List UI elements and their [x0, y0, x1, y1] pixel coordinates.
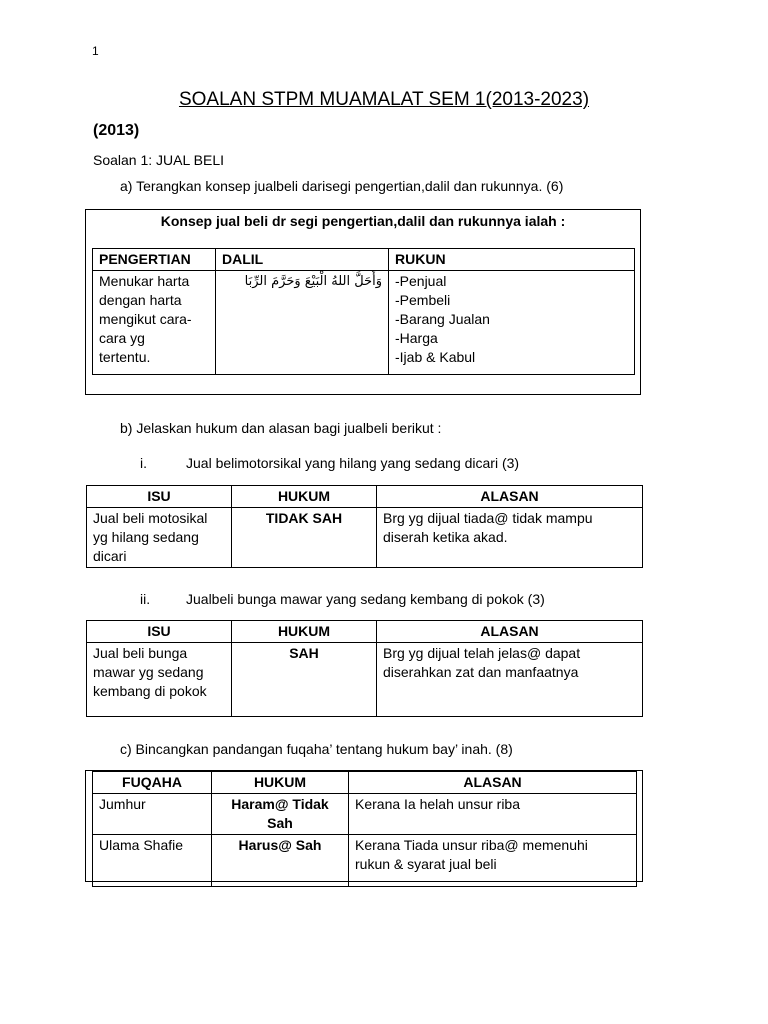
table-row [93, 794, 637, 835]
header-pengertian: PENGERTIAN [93, 249, 216, 271]
cell-alasan [349, 835, 637, 887]
question-b-ii: Jualbeli bunga mawar yang sedang kembang di pokok (3) [186, 591, 545, 607]
text-line: -Barang Jualan [395, 311, 490, 327]
cell-alasan: Kerana Ia helah unsur riba [349, 794, 637, 835]
header-alasan: ALASAN [349, 772, 637, 794]
cell-hukum: SAH [232, 643, 377, 717]
text-line: Menukar harta [99, 273, 190, 289]
question-b-i: Jual belimotorsikal yang hilang yang sedang dicari (3) [186, 455, 520, 471]
question-b-ii-number: ii. [140, 591, 151, 607]
header-dalil: DALIL [216, 249, 389, 271]
header-rukun: RUKUN [389, 249, 635, 271]
cell-rukun [389, 271, 635, 375]
text-line: Kerana Tiada unsur riba@ memenuhi [355, 837, 588, 853]
text-line: rukun & syarat jual beli [355, 856, 497, 872]
question-heading: Soalan 1: JUAL BELI [93, 152, 225, 168]
header-hukum: HUKUM [232, 621, 377, 643]
text-line: -Harga [395, 330, 438, 346]
question-a: a) Terangkan konsep jualbeli darisegi pengertian,dalil dan rukunnya. (6) [120, 178, 564, 194]
table-row [93, 835, 637, 887]
header-alasan: ALASAN [377, 486, 643, 508]
cell-alasan [377, 643, 643, 717]
cell-isu [87, 643, 232, 717]
page-number: 1 [92, 44, 99, 58]
text-line: Sah [267, 815, 293, 831]
question-c: c) Bincangkan pandangan fuqaha’ tentang hukum bay’ inah. (8) [120, 741, 513, 757]
text-line: dicari [93, 548, 127, 564]
cell-fuqaha: Jumhur [93, 794, 212, 835]
cell-hukum: TIDAK SAH [232, 508, 377, 568]
text-line: mengikut cara- [99, 311, 192, 327]
cell-alasan [377, 508, 643, 568]
text-line: -Ijab & Kabul [395, 349, 476, 365]
cell-hukum [212, 794, 349, 835]
table-b-ii [86, 620, 643, 717]
cell-hukum: Harus@ Sah [212, 835, 349, 887]
text-line: -Pembeli [395, 292, 451, 308]
header-hukum: HUKUM [212, 772, 349, 794]
cell-dalil: وَأَحَلَّ اللهُ الْبَيْعَ وَحَرَّمَ الرِّبَا [216, 271, 389, 375]
header-alasan: ALASAN [377, 621, 643, 643]
table-c [92, 771, 637, 887]
cell-isu [87, 508, 232, 568]
question-b-i-number: i. [140, 455, 147, 471]
table-c-frame [85, 770, 643, 882]
text-line: diserahkan zat dan manfaatnya [383, 664, 579, 680]
text-line: yg hilang sedang [93, 529, 199, 545]
table-a-frame [85, 209, 641, 395]
question-b: b) Jelaskan hukum dan alasan bagi jualbeli berikut : [120, 420, 442, 436]
text-line: Jual beli motosikal [93, 510, 208, 526]
table-a-title: Konsep jual beli dr segi pengertian,dalil dan rukunnya ialah : [160, 213, 566, 229]
table-a [92, 248, 635, 375]
year-heading: (2013) [93, 122, 140, 139]
text-line: dengan harta [99, 292, 182, 308]
text-line: tertentu. [99, 349, 151, 365]
header-fuqaha: FUQAHA [93, 772, 212, 794]
text-line: Brg yg dijual telah jelas@ dapat [383, 645, 581, 661]
page-title: SOALAN STPM MUAMALAT SEM 1(2013-2023) [178, 89, 590, 110]
header-isu: ISU [87, 486, 232, 508]
table-b-i [86, 485, 643, 568]
text-line: Brg yg dijual tiada@ tidak mampu [383, 510, 593, 526]
text-line: mawar yg sedang [93, 664, 204, 680]
text-line: Haram@ Tidak [231, 796, 329, 812]
text-line: kembang di pokok [93, 683, 207, 699]
cell-pengertian [93, 271, 216, 375]
header-hukum: HUKUM [232, 486, 377, 508]
text-line: cara yg [99, 330, 145, 346]
text-line: diserah ketika akad. [383, 529, 508, 545]
text-line: -Penjual [395, 273, 447, 289]
text-line: Jual beli bunga [93, 645, 188, 661]
cell-fuqaha: Ulama Shafie [93, 835, 212, 887]
header-isu: ISU [87, 621, 232, 643]
